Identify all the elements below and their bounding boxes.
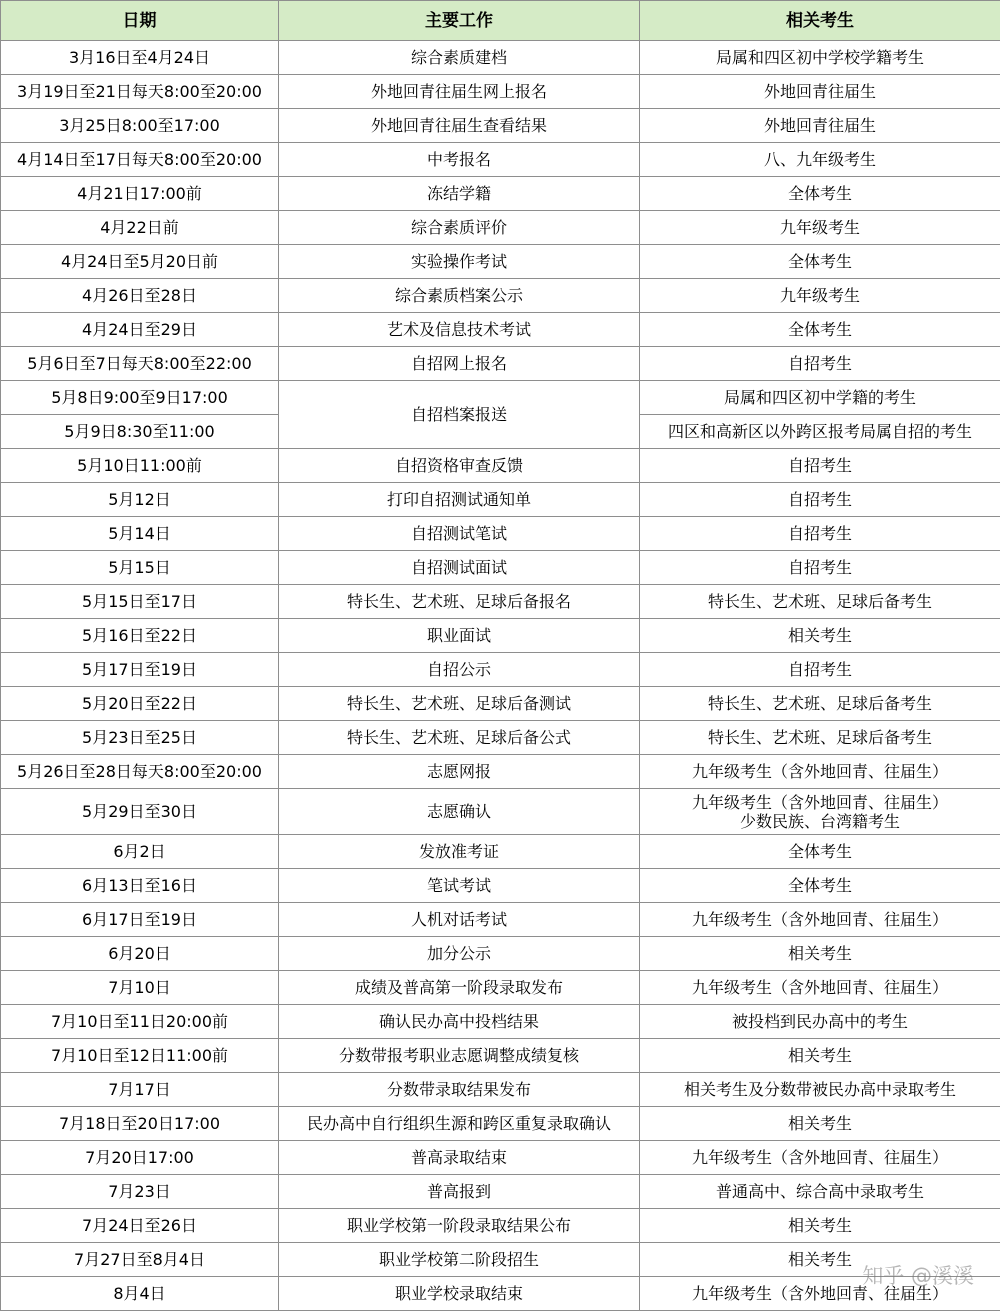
table-row xyxy=(1,517,1000,551)
table-row xyxy=(1,1243,1000,1277)
table-row xyxy=(1,1209,1000,1243)
date-cell: 7月27日至8月4日 xyxy=(1,1243,279,1277)
date-cell: 5月26日至28日每天8:00至20:00 xyxy=(1,755,279,789)
students-cell: 自招考生 xyxy=(640,347,1000,381)
table-row xyxy=(1,347,1000,381)
table-row xyxy=(1,903,1000,937)
students-cell: 相关考生 xyxy=(640,619,1000,653)
work-cell: 民办高中自行组织生源和跨区重复录取确认 xyxy=(279,1107,640,1141)
students-cell: 九年级考生（含外地回青、往届生） xyxy=(640,903,1000,937)
work-cell: 笔试考试 xyxy=(279,869,640,903)
date-cell: 7月24日至26日 xyxy=(1,1209,279,1243)
date-cell: 3月25日8:00至17:00 xyxy=(1,109,279,143)
work-cell: 自招测试面试 xyxy=(279,551,640,585)
students-cell: 全体考生 xyxy=(640,245,1000,279)
work-cell: 自招档案报送 xyxy=(279,381,640,449)
date-cell: 5月15日至17日 xyxy=(1,585,279,619)
work-cell: 自招测试笔试 xyxy=(279,517,640,551)
table-body xyxy=(1,41,1000,1311)
date-cell: 5月14日 xyxy=(1,517,279,551)
work-cell: 职业学校录取结束 xyxy=(279,1277,640,1311)
date-cell: 4月21日17:00前 xyxy=(1,177,279,211)
date-cell: 5月20日至22日 xyxy=(1,687,279,721)
table-row xyxy=(1,721,1000,755)
header-date: 日期 xyxy=(1,1,279,41)
work-cell: 发放准考证 xyxy=(279,835,640,869)
header-work: 主要工作 xyxy=(279,1,640,41)
date-cell: 4月14日至17日每天8:00至20:00 xyxy=(1,143,279,177)
work-cell: 特长生、艺术班、足球后备公式 xyxy=(279,721,640,755)
date-cell: 5月15日 xyxy=(1,551,279,585)
table-row xyxy=(1,869,1000,903)
table-row xyxy=(1,755,1000,789)
date-cell: 4月26日至28日 xyxy=(1,279,279,313)
date-cell: 5月10日11:00前 xyxy=(1,449,279,483)
table-row xyxy=(1,483,1000,517)
students-cell: 自招考生 xyxy=(640,517,1000,551)
table-row xyxy=(1,971,1000,1005)
date-cell: 7月20日17:00 xyxy=(1,1141,279,1175)
date-cell: 5月12日 xyxy=(1,483,279,517)
table-row xyxy=(1,789,1000,835)
students-cell: 外地回青往届生 xyxy=(640,109,1000,143)
table-row xyxy=(1,1107,1000,1141)
table-row xyxy=(1,835,1000,869)
work-cell: 打印自招测试通知单 xyxy=(279,483,640,517)
students-cell: 全体考生 xyxy=(640,835,1000,869)
table-row xyxy=(1,381,1000,415)
table-row xyxy=(1,653,1000,687)
table-row xyxy=(1,1141,1000,1175)
students-cell: 全体考生 xyxy=(640,869,1000,903)
date-cell: 6月2日 xyxy=(1,835,279,869)
table-row xyxy=(1,41,1000,75)
date-cell: 5月6日至7日每天8:00至22:00 xyxy=(1,347,279,381)
students-cell: 局属和四区初中学校学籍考生 xyxy=(640,41,1000,75)
date-cell: 5月17日至19日 xyxy=(1,653,279,687)
table-row xyxy=(1,449,1000,483)
students-cell: 九年级考生（含外地回青、往届生） 少数民族、台湾籍考生 xyxy=(640,789,1000,835)
date-cell: 5月8日9:00至9日17:00 xyxy=(1,381,279,415)
work-cell: 外地回青往届生查看结果 xyxy=(279,109,640,143)
students-cell: 九年级考生（含外地回青、往届生） xyxy=(640,755,1000,789)
students-cell: 全体考生 xyxy=(640,313,1000,347)
work-cell: 确认民办高中投档结果 xyxy=(279,1005,640,1039)
students-cell: 相关考生 xyxy=(640,1039,1000,1073)
table-row xyxy=(1,143,1000,177)
date-cell: 6月20日 xyxy=(1,937,279,971)
table-row xyxy=(1,619,1000,653)
students-cell: 九年级考生（含外地回青、往届生） xyxy=(640,971,1000,1005)
header-students: 相关考生 xyxy=(640,1,1000,41)
date-cell: 5月29日至30日 xyxy=(1,789,279,835)
students-cell: 相关考生 xyxy=(640,937,1000,971)
students-cell: 自招考生 xyxy=(640,449,1000,483)
date-cell: 7月17日 xyxy=(1,1073,279,1107)
table-row xyxy=(1,1175,1000,1209)
table-row xyxy=(1,937,1000,971)
date-cell: 7月10日 xyxy=(1,971,279,1005)
date-cell: 8月4日 xyxy=(1,1277,279,1311)
date-cell: 6月17日至19日 xyxy=(1,903,279,937)
work-cell: 特长生、艺术班、足球后备报名 xyxy=(279,585,640,619)
date-cell: 7月10日至11日20:00前 xyxy=(1,1005,279,1039)
watermark: 知乎 @溪溪 xyxy=(862,1260,974,1290)
students-cell: 自招考生 xyxy=(640,483,1000,517)
students-cell: 九年级考生（含外地回青、往届生） xyxy=(640,1141,1000,1175)
date-cell: 4月24日至29日 xyxy=(1,313,279,347)
work-cell: 中考报名 xyxy=(279,143,640,177)
work-cell: 自招资格审查反馈 xyxy=(279,449,640,483)
work-cell: 分数带录取结果发布 xyxy=(279,1073,640,1107)
work-cell: 分数带报考职业志愿调整成绩复核 xyxy=(279,1039,640,1073)
table-row xyxy=(1,279,1000,313)
table-row xyxy=(1,1277,1000,1311)
date-cell: 5月9日8:30至11:00 xyxy=(1,415,279,449)
work-cell: 职业面试 xyxy=(279,619,640,653)
date-cell: 3月16日至4月24日 xyxy=(1,41,279,75)
work-cell: 外地回青往届生网上报名 xyxy=(279,75,640,109)
table-row xyxy=(1,109,1000,143)
table-row xyxy=(1,585,1000,619)
date-cell: 4月24日至5月20日前 xyxy=(1,245,279,279)
students-cell: 特长生、艺术班、足球后备考生 xyxy=(640,585,1000,619)
table-row xyxy=(1,211,1000,245)
students-cell: 普通高中、综合高中录取考生 xyxy=(640,1175,1000,1209)
date-cell: 4月22日前 xyxy=(1,211,279,245)
students-cell: 自招考生 xyxy=(640,551,1000,585)
table-row xyxy=(1,551,1000,585)
work-cell: 自招网上报名 xyxy=(279,347,640,381)
students-cell: 特长生、艺术班、足球后备考生 xyxy=(640,687,1000,721)
work-cell: 职业学校第二阶段招生 xyxy=(279,1243,640,1277)
students-cell: 相关考生及分数带被民办高中录取考生 xyxy=(640,1073,1000,1107)
work-cell: 职业学校第一阶段录取结果公布 xyxy=(279,1209,640,1243)
table-row xyxy=(1,313,1000,347)
date-cell: 5月16日至22日 xyxy=(1,619,279,653)
date-cell: 6月13日至16日 xyxy=(1,869,279,903)
students-cell: 相关考生 xyxy=(640,1209,1000,1243)
work-cell: 自招公示 xyxy=(279,653,640,687)
work-cell: 人机对话考试 xyxy=(279,903,640,937)
students-cell: 四区和高新区以外跨区报考局属自招的考生 xyxy=(640,415,1000,449)
date-cell: 5月23日至25日 xyxy=(1,721,279,755)
work-cell: 综合素质档案公示 xyxy=(279,279,640,313)
work-cell: 普高录取结束 xyxy=(279,1141,640,1175)
work-cell: 综合素质评价 xyxy=(279,211,640,245)
date-cell: 7月10日至12日11:00前 xyxy=(1,1039,279,1073)
table-row xyxy=(1,177,1000,211)
work-cell: 志愿确认 xyxy=(279,789,640,835)
students-cell: 被投档到民办高中的考生 xyxy=(640,1005,1000,1039)
work-cell: 艺术及信息技术考试 xyxy=(279,313,640,347)
date-cell: 7月18日至20日17:00 xyxy=(1,1107,279,1141)
work-cell: 综合素质建档 xyxy=(279,41,640,75)
students-cell: 相关考生 xyxy=(640,1107,1000,1141)
students-cell: 外地回青往届生 xyxy=(640,75,1000,109)
students-cell: 九年级考生 xyxy=(640,279,1000,313)
students-cell: 局属和四区初中学籍的考生 xyxy=(640,381,1000,415)
table-row xyxy=(1,1005,1000,1039)
work-cell: 实验操作考试 xyxy=(279,245,640,279)
students-cell: 九年级考生 xyxy=(640,211,1000,245)
students-cell: 自招考生 xyxy=(640,653,1000,687)
work-cell: 特长生、艺术班、足球后备测试 xyxy=(279,687,640,721)
students-cell: 九年级考生（含外地回青、往届生） xyxy=(640,1277,1000,1311)
students-cell: 相关考生 xyxy=(640,1243,1000,1277)
table-row xyxy=(1,75,1000,109)
students-cell: 八、九年级考生 xyxy=(640,143,1000,177)
header-row xyxy=(1,1,1000,41)
students-cell: 全体考生 xyxy=(640,177,1000,211)
work-cell: 成绩及普高第一阶段录取发布 xyxy=(279,971,640,1005)
work-cell: 加分公示 xyxy=(279,937,640,971)
table-row xyxy=(1,1039,1000,1073)
table-row xyxy=(1,245,1000,279)
table-row xyxy=(1,1073,1000,1107)
students-cell: 特长生、艺术班、足球后备考生 xyxy=(640,721,1000,755)
work-cell: 普高报到 xyxy=(279,1175,640,1209)
work-cell: 志愿网报 xyxy=(279,755,640,789)
work-cell: 冻结学籍 xyxy=(279,177,640,211)
date-cell: 3月19日至21日每天8:00至20:00 xyxy=(1,75,279,109)
date-cell: 7月23日 xyxy=(1,1175,279,1209)
table-row xyxy=(1,687,1000,721)
